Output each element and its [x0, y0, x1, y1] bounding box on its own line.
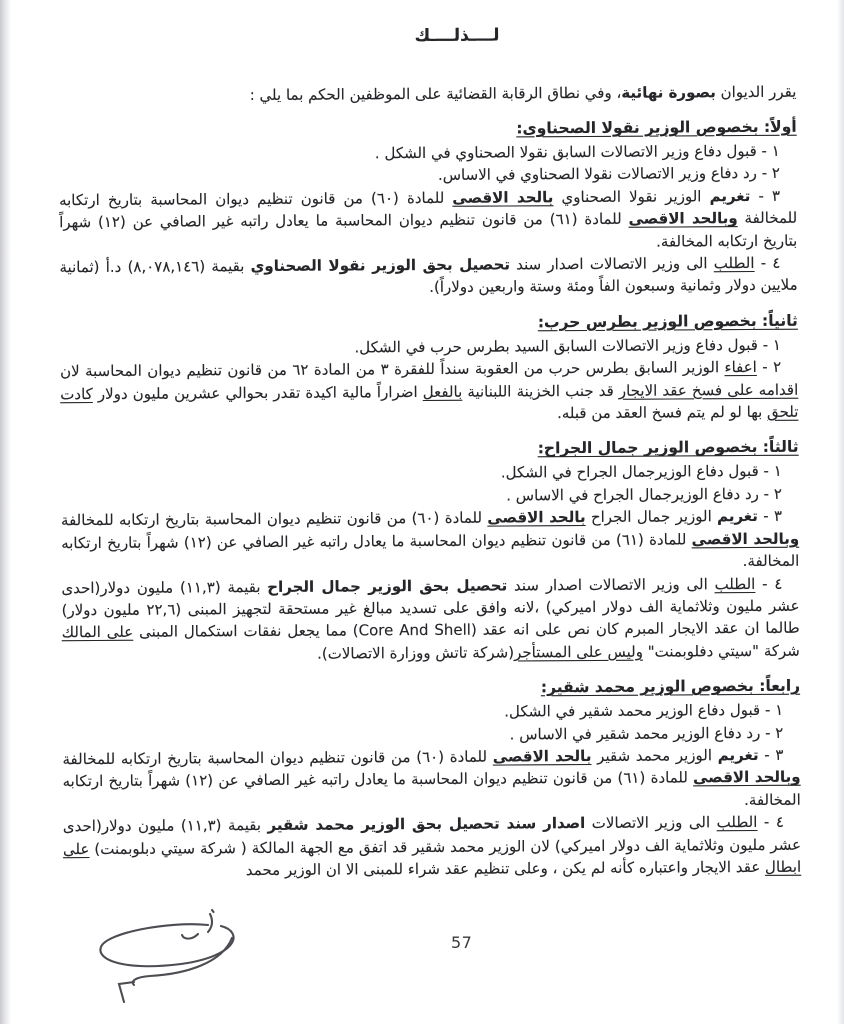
- decision-item: [61, 572, 800, 666]
- text-segment: بصورة نهائية: [621, 83, 716, 102]
- text-segment: بها لو لم يتم فسخ العقد من قبله.: [557, 402, 768, 423]
- text-segment: وبالحد الاقصى: [628, 209, 738, 228]
- text-segment: الوزير السابق بطرس حرب من العقوبة سنداً للفقرة ٣ من المادة ٦٢ من قانون تنظيم ديوان المحاسبة لان: [60, 358, 725, 381]
- text-segment: للمادة (٦١) من قانون تنظيم ديوان المحاسبة ما يعادل راتبه غير الصافي عن (١٢) شهراً بتاريخ ارتكابه المخالفة.: [59, 209, 798, 251]
- section-heading: ثانياً: بخصوص الوزير بطرس حرب:: [537, 311, 798, 332]
- text-segment: تغريم: [717, 745, 759, 765]
- text-segment: بالحد الاقصى: [452, 188, 554, 207]
- text-segment: قد جنب الخزينة اللبنانية: [462, 381, 619, 401]
- text-segment: اقدامه على فسخ عقد الايجار: [618, 380, 799, 400]
- text-segment: اعفاء: [724, 358, 757, 377]
- text-segment: عقد الايجار واعتباره كأنه لم يكن ، وعلى تنظيم عقد شراء للمبنى الا ان الوزير محمد: [245, 857, 766, 880]
- text-segment: وليس على المستأجر: [513, 642, 643, 662]
- text-segment: وبالحد الاقصى: [691, 529, 800, 549]
- text-segment: ١ - قبول دفاع الوزير محمد شقير في الشكل.: [504, 700, 784, 721]
- decision-item: [60, 356, 798, 428]
- text-segment: الى وزير الاتصالات: [585, 813, 717, 833]
- decision-item: [61, 505, 799, 577]
- text-segment: الطلب: [716, 813, 758, 832]
- text-segment: للمادة (٦٠) من قانون تنظيم ديوان المحاسبة بتاريخ ارتكابه للمخالفة: [62, 747, 493, 769]
- text-segment: ٤ -: [754, 253, 781, 272]
- text-segment: ٣ -: [757, 507, 783, 526]
- text-segment: الطلب: [714, 574, 756, 593]
- section-heading: رابعاً: بخصوص الوزير محمد شقير:: [540, 676, 801, 697]
- section-heading: ثالثاً: بخصوص الوزير جمال الجراح:: [537, 438, 799, 458]
- text-segment: ، وفي نطاق الرقابة القضائية على الموظفين الحكم بما يلي :: [249, 83, 622, 105]
- decision-item: [59, 252, 797, 301]
- text-segment: اصدار سند تحصيل بحق الوزير محمد شقير: [267, 814, 586, 835]
- text-segment: ٤ -: [757, 812, 784, 832]
- text-segment: الوزير محمد شقير: [591, 746, 718, 765]
- text-segment: للمادة (٦٠) من قانون تنظيم ديوان المحاسبة بتاريخ ارتكابه للمخالفة: [59, 188, 798, 228]
- section-minister-jarrah: [61, 436, 800, 666]
- text-segment: بالحد الاقصى: [487, 508, 586, 527]
- page-number: 57: [451, 933, 473, 952]
- text-segment: كادت تلحق: [60, 384, 799, 421]
- intro-line: [58, 81, 796, 108]
- text-segment: شركة "سيتي دفلوبمنت": [642, 641, 800, 661]
- text-segment: ١ - قبول دفاع الوزيرجمال الجراح في الشكل.: [500, 462, 782, 482]
- text-segment: وبالحد الاقصى: [693, 768, 801, 787]
- text-segment: تحصيل بحق الوزير نقولا الصحناوي: [250, 255, 511, 276]
- text-segment: ٣ -: [758, 745, 784, 764]
- text-segment: ٢ -: [756, 358, 782, 377]
- text-segment: تغريم: [709, 186, 751, 206]
- section-minister-harb: [60, 310, 799, 428]
- decision-item: [59, 185, 797, 257]
- text-segment: على ابطال: [62, 839, 802, 876]
- text-segment: بقيمة (١١,٣) مليون دولار(احدى عشر مليون وثلاثماية الف دولار اميركي) ،لانه وافق على تسديد مبالغ غير مستحقة لتجهيز المبنى (٢٢,٦ مليون دولار) طالما ان عقد الايجار المبرم كان نص على انه عقد (Core And Shell) مما يجعل نفقات استكمال المبنى: [61, 577, 800, 642]
- section-minister-choucair: [62, 675, 801, 883]
- text-segment: للمادة (٦١) من قانون تنظيم ديوان المحاسبة ما يعادل راتبه غير الصافي عن (١٢) شهراً بتاريخ ارتكابه المخالفة.: [62, 768, 801, 809]
- text-segment: ٣ -: [750, 186, 781, 205]
- text-segment: بالحد الاقصى: [492, 746, 592, 766]
- therefore-heading: لــــذلــــك: [414, 25, 500, 47]
- text-segment: للمادة (٦٠) من قانون تنظيم ديوان المحاسبة بتاريخ ارتكابه للمخالفة: [60, 508, 488, 530]
- section-minister-sehnaoui: [59, 116, 798, 301]
- text-segment: (شركة تاتش ووزارة الاتصالات).: [317, 643, 515, 663]
- text-segment: ١ - قبول دفاع وزير الاتصالات السابق السيد بطرس حرب في الشكل.: [354, 335, 782, 357]
- text-segment: اضراراً مالية اكيدة تقدر بحوالي عشرين مليون دولار: [92, 382, 423, 403]
- section-heading: أولاً: بخصوص الوزير نقولا الصحناوى:: [516, 117, 797, 138]
- text-segment: ٢ - رد دفاع الوزيرجمال الجراح في الاساس .: [506, 484, 782, 505]
- decision-item: [63, 811, 801, 883]
- text-segment: تحصيل بحق الوزير جمال الجراح: [267, 575, 508, 596]
- text-segment: ١ - قبول دفاع وزير الاتصالات السابق نقولا الصحناوي في الشكل .: [374, 141, 780, 163]
- text-segment: ٢ - رد دفاع وزير الاتصالات نقولا الصحناوي في الاساس.: [437, 164, 780, 185]
- text-segment: الى وزير الاتصالات اصدار سند: [509, 254, 714, 274]
- text-segment: بقيمة (٨,٠٧٨,١٤٦) د.أ (ثمانية ملايين دولار وثمانية وسبعون الفاً ومئة وستة واربعين دولاراً).: [59, 257, 798, 297]
- text-segment: الى وزير الاتصالات اصدار سند: [507, 574, 715, 594]
- text-segment: تغريم: [717, 507, 758, 526]
- signature-icon: [86, 908, 254, 1008]
- text-segment: على المالك: [61, 623, 134, 642]
- text-segment: الطلب: [713, 253, 755, 273]
- text-segment: بقيمة (١١,٣) مليون دولار(احدى عشر مليون وثلاثماية الف دولار اميركي) لان الوزير محمد شقير قد اتفق مع الجهة المالكة ( شركة سيتي دبلوبمنت): [62, 816, 802, 858]
- text-segment: يقرر الديوان: [715, 82, 797, 102]
- text-segment: الوزير جمال الجراح: [585, 507, 718, 527]
- text-segment: الوزير نقولا الصحناوي: [553, 187, 710, 207]
- text-segment: ٤ -: [755, 574, 783, 593]
- text-segment: بالفعل: [422, 382, 463, 401]
- decision-item: [62, 744, 800, 816]
- text-segment: للمادة (٦١) من قانون تنظيم ديوان المحاسبة ما يعادل راتبه غير الصافي عن (١٢) شهراً بتاريخ ارتكابه المخالفة.: [61, 530, 800, 571]
- text-segment: ٢ - رد دفاع الوزير محمد شقير في الاساس .: [509, 723, 784, 744]
